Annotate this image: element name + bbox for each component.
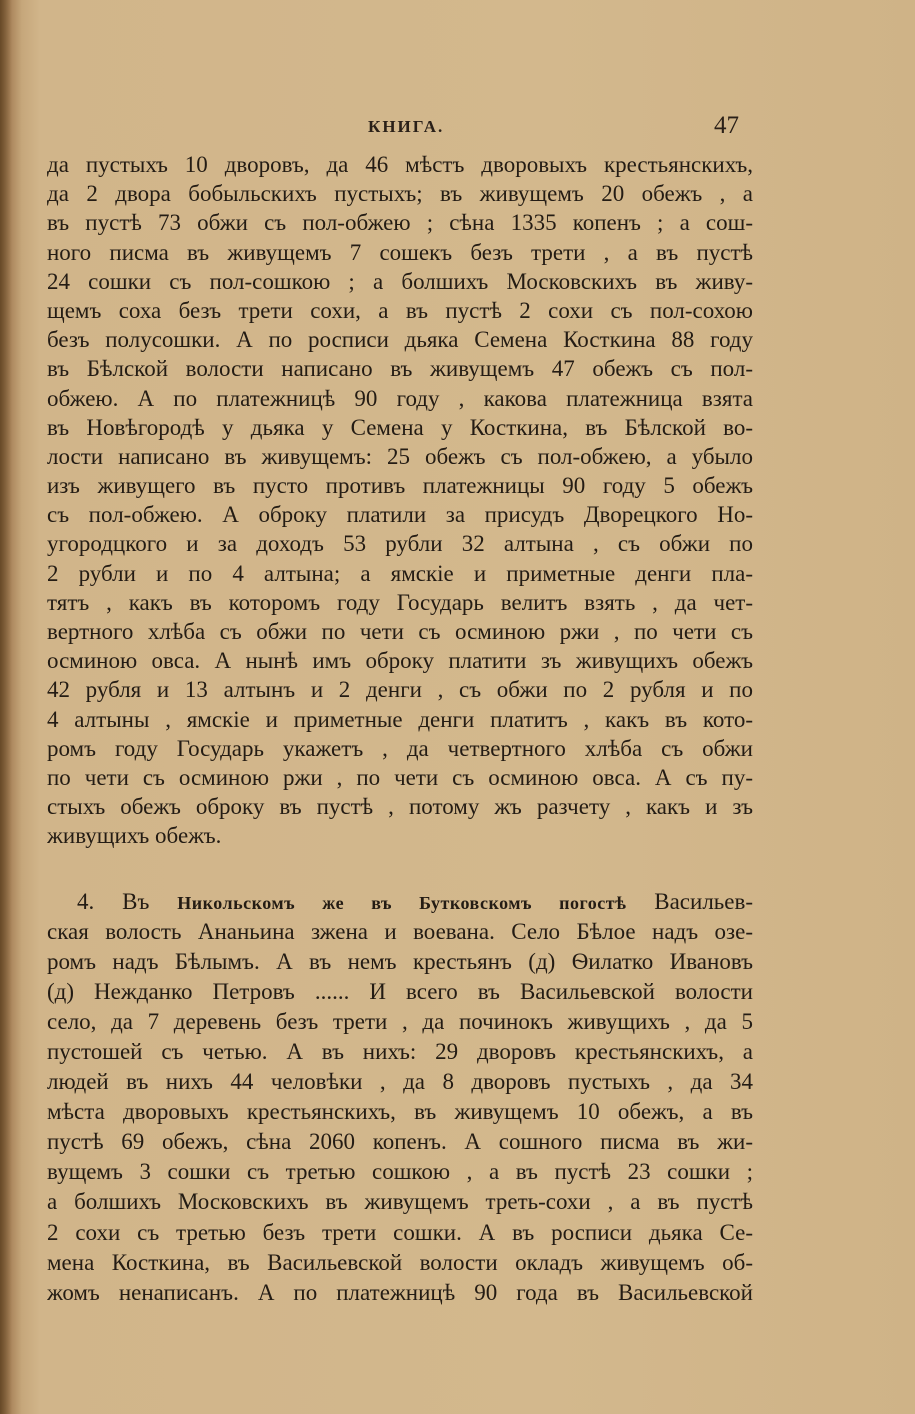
text-line: мена Косткина, въ Васильевской волости окладъ живущемъ об- bbox=[47, 1249, 753, 1275]
text-line: пустѣ 69 обежъ, сѣна 2060 копенъ. А сошного писма въ жи- bbox=[47, 1129, 753, 1155]
body-text bbox=[47, 150, 753, 1308]
text-line: съ пол-обжею. А оброку платили за присудъ Дворецкого Но- bbox=[47, 502, 753, 528]
text-line: ного писма въ живущемъ 7 сошекъ безъ трети , а въ пустѣ bbox=[47, 239, 753, 265]
text-line: жомъ ненаписанъ. А по платежницѣ 90 года въ Васильевской bbox=[47, 1279, 753, 1305]
text-line: село, да 7 деревень безъ трети , да починокъ живущихъ , да 5 bbox=[47, 1008, 753, 1034]
text-line: обжею. А по платежницѣ 90 году , какова платежница взята bbox=[47, 385, 753, 411]
text-line: мѣста дворовыхъ крестьянскихъ, въ живущемъ 10 обежъ, а въ bbox=[47, 1099, 753, 1125]
text-line: 2 рубли и по 4 алтына; а ямскіе и приметные денги пла- bbox=[47, 560, 753, 586]
text-line: стыхъ обежъ оброку въ пустѣ , потому жъ разчету , какъ и зъ bbox=[47, 794, 753, 820]
binding-shadow bbox=[0, 0, 12, 1414]
text-line: ромъ году Государь укажетъ , да четвертного хлѣба съ обжи bbox=[47, 735, 753, 761]
text-line: щемъ соха безъ трети сохи, а въ пустѣ 2 сохи съ пол-сохою bbox=[47, 297, 753, 323]
text-line: живущихъ обежъ. bbox=[47, 823, 222, 849]
lead-word: Въ bbox=[122, 888, 150, 914]
text-line: пустошей съ четью. А въ нихъ: 29 дворовъ крестьянскихъ, а bbox=[47, 1038, 753, 1064]
text-line: въ пустѣ 73 обжи съ пол-обжею ; сѣна 1335 копенъ ; а сош- bbox=[47, 210, 753, 236]
section-heading: Никольскомъ же въ Бутковскомъ погостѣ bbox=[177, 892, 627, 913]
text-line: 4 алтыны , ямскіе и приметные денги платитъ , какъ въ кото- bbox=[47, 706, 753, 732]
text-line: въ Новѣгородѣ у дьяка у Семена у Косткина, въ Бѣлской во- bbox=[47, 414, 753, 440]
paragraph-gap bbox=[47, 851, 753, 887]
text-line: (д) Нежданко Петровъ ...... И всего въ Васильевской волости bbox=[47, 978, 753, 1004]
text-line: ромъ надъ Бѣлымъ. А въ немъ крестьянъ (д) Ѳилатко Ивановъ bbox=[47, 948, 753, 974]
text-line: осминою овса. А нынѣ имъ оброку платити зъ живущихъ обежъ bbox=[47, 648, 753, 674]
running-head: КНИГА. bbox=[368, 117, 445, 136]
text-line: тятъ , какъ въ которомъ году Государь велитъ взять , да чет- bbox=[47, 589, 753, 615]
text-line: а болшихъ Московскихъ въ живущемъ треть-сохи , а въ пустѣ bbox=[47, 1189, 753, 1215]
text-line: да пустыхъ 10 дворовъ, да 46 мѣстъ дворовыхъ крестьянскихъ, bbox=[47, 152, 753, 177]
paragraph-1 bbox=[47, 150, 753, 851]
first-line-tail: Васильев- bbox=[654, 888, 753, 914]
text-line: изъ живущего въ пусто противъ платежницы 90 году 5 обежъ bbox=[47, 473, 753, 499]
text-line: людей въ нихъ 44 человѣки , да 8 дворовъ пустыхъ , да 34 bbox=[47, 1069, 753, 1095]
paragraph-number: 4. bbox=[77, 888, 95, 914]
text-line: 2 сохи съ третью безъ трети сошки. А въ росписи дьяка Се- bbox=[47, 1219, 753, 1245]
paragraph-2 bbox=[47, 887, 753, 1308]
text-line: по чети съ осминою ржи , по чети съ осминою овса. А съ пу- bbox=[47, 764, 753, 790]
text-line: ская волость Ананьина зжена и воевана. Село Бѣлое надъ озе- bbox=[47, 918, 753, 944]
text-line: лости написано въ живущемъ: 25 обежъ съ пол-обжею, а убыло bbox=[47, 443, 753, 469]
text-line: 24 сошки съ пол-сошкою ; а болшихъ Московскихъ въ живу- bbox=[47, 268, 753, 294]
paragraph-first-line bbox=[47, 887, 753, 917]
text-line: да 2 двора бобыльскихъ пустыхъ; въ живущемъ 20 обежъ , а bbox=[47, 181, 753, 207]
text-line: въ Бѣлской волости написано въ живущемъ 47 обежъ съ пол- bbox=[47, 356, 753, 382]
text-line: вущемъ 3 сошки съ третью сошкою , а въ пустѣ 23 сошки ; bbox=[47, 1159, 753, 1185]
text-line: 42 рубля и 13 алтынъ и 2 денги , съ обжи по 2 рубля и по bbox=[47, 677, 753, 703]
text-line: безъ полусошки. А по росписи дьяка Семена Косткина 88 году bbox=[47, 327, 753, 353]
text-line: вертного хлѣба съ обжи по чети съ осминою ржи , по чети съ bbox=[47, 619, 753, 644]
text-line: угородцкого и за доходъ 53 рубли 32 алтына , съ обжи по bbox=[47, 531, 753, 557]
page-number: 47 bbox=[714, 112, 739, 139]
